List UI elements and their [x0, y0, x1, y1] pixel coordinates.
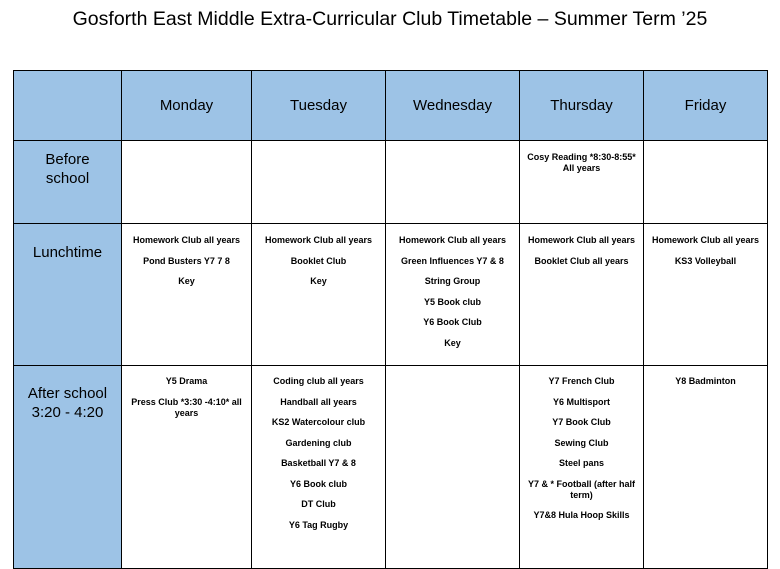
row-label-line: 3:20 - 4:20: [31, 404, 104, 421]
header-row: [14, 71, 768, 141]
club-entry: Key: [178, 276, 195, 286]
row-lunchtime: [14, 224, 768, 366]
row-label-line: Lunchtime: [32, 244, 103, 261]
club-entry: DT Club: [301, 499, 336, 509]
club-entry: Y5 Book club: [423, 296, 481, 307]
club-entry: Gardening club: [285, 437, 352, 448]
club-entry: KS2 Watercolour club: [271, 417, 366, 427]
cell-after-school-monday: [122, 366, 252, 569]
cell-before-school-monday: [122, 141, 252, 224]
club-entry: Y7 Book Club: [552, 417, 611, 427]
cell-lunchtime-wednesday: [386, 224, 520, 366]
cell-before-school-friday: [644, 141, 768, 224]
club-entry: Booklet Club all years: [534, 255, 629, 266]
club-entry: Y5 Drama: [165, 376, 208, 386]
row-label-lunchtime: [14, 224, 122, 366]
timetable: [13, 70, 768, 569]
club-entry: Homework Club all years: [264, 235, 373, 245]
club-entry: Y7&8 Hula Hoop Skills: [533, 510, 630, 520]
club-entry: Basketball Y7 & 8: [281, 458, 356, 468]
club-entry: Pond Busters Y7 7 8: [143, 255, 230, 266]
row-before-school: [14, 141, 768, 224]
club-entry: Coding club all years: [273, 376, 364, 386]
day-header-wednesday: Wednesday: [386, 71, 520, 141]
row-label-after-school: [14, 366, 122, 569]
club-entry: KS3 Volleyball: [674, 255, 737, 266]
row-label-before-school: [14, 141, 122, 224]
cell-before-school-thursday: [520, 141, 644, 224]
cell-after-school-thursday: [520, 366, 644, 569]
day-header-friday: Friday: [644, 71, 768, 141]
club-entry: Sewing Club: [554, 437, 609, 448]
club-entry: Homework Club all years: [398, 235, 507, 245]
row-after-school: [14, 366, 768, 569]
club-entry: Homework Club all years: [651, 235, 760, 245]
cell-before-school-wednesday: [386, 141, 520, 224]
club-entry: Key: [310, 276, 327, 286]
page-title: Gosforth East Middle Extra-Curricular Club Timetable – Summer Term ’25: [72, 8, 708, 30]
cell-after-school-wednesday: [386, 366, 520, 569]
cell-lunchtime-friday: [644, 224, 768, 366]
cell-lunchtime-tuesday: [252, 224, 386, 366]
club-entry: Steel pans: [558, 458, 605, 468]
day-header-thursday: Thursday: [520, 71, 644, 141]
cell-after-school-friday: [644, 366, 768, 569]
club-entry: Handball all years: [280, 396, 357, 407]
day-header-monday: Monday: [122, 71, 252, 141]
club-entry: Y7 & * Football (after half term): [527, 478, 635, 500]
cell-lunchtime-thursday: [520, 224, 644, 366]
club-entry: Y6 Book club: [289, 478, 347, 489]
row-label-line: school: [45, 170, 90, 187]
club-entry: Green Influences Y7 & 8: [401, 255, 504, 266]
club-entry: Y7 French Club: [548, 376, 615, 386]
row-label-line: After school: [27, 385, 108, 402]
club-entry: Cosy Reading *8:30-8:55* All years: [527, 152, 636, 173]
cell-lunchtime-monday: [122, 224, 252, 366]
day-header-tuesday: Tuesday: [252, 71, 386, 141]
club-entry: String Group: [424, 276, 481, 286]
club-entry: Y6 Book Club: [423, 317, 482, 327]
club-entry: Press Club *3:30 -4:10* all years: [131, 396, 242, 418]
club-entry: Y6 Multisport: [552, 396, 610, 407]
cell-after-school-tuesday: [252, 366, 386, 569]
club-entry: Y6 Tag Rugby: [288, 519, 349, 530]
cell-before-school-tuesday: [252, 141, 386, 224]
corner-cell: [14, 71, 122, 141]
club-entry: Key: [444, 337, 461, 348]
row-label-line: Before: [45, 151, 90, 168]
club-entry: Homework Club all years: [527, 235, 636, 245]
club-entry: Homework Club all years: [132, 235, 241, 245]
club-entry: Booklet Club: [290, 255, 347, 266]
club-entry: Y8 Badminton: [675, 376, 736, 386]
